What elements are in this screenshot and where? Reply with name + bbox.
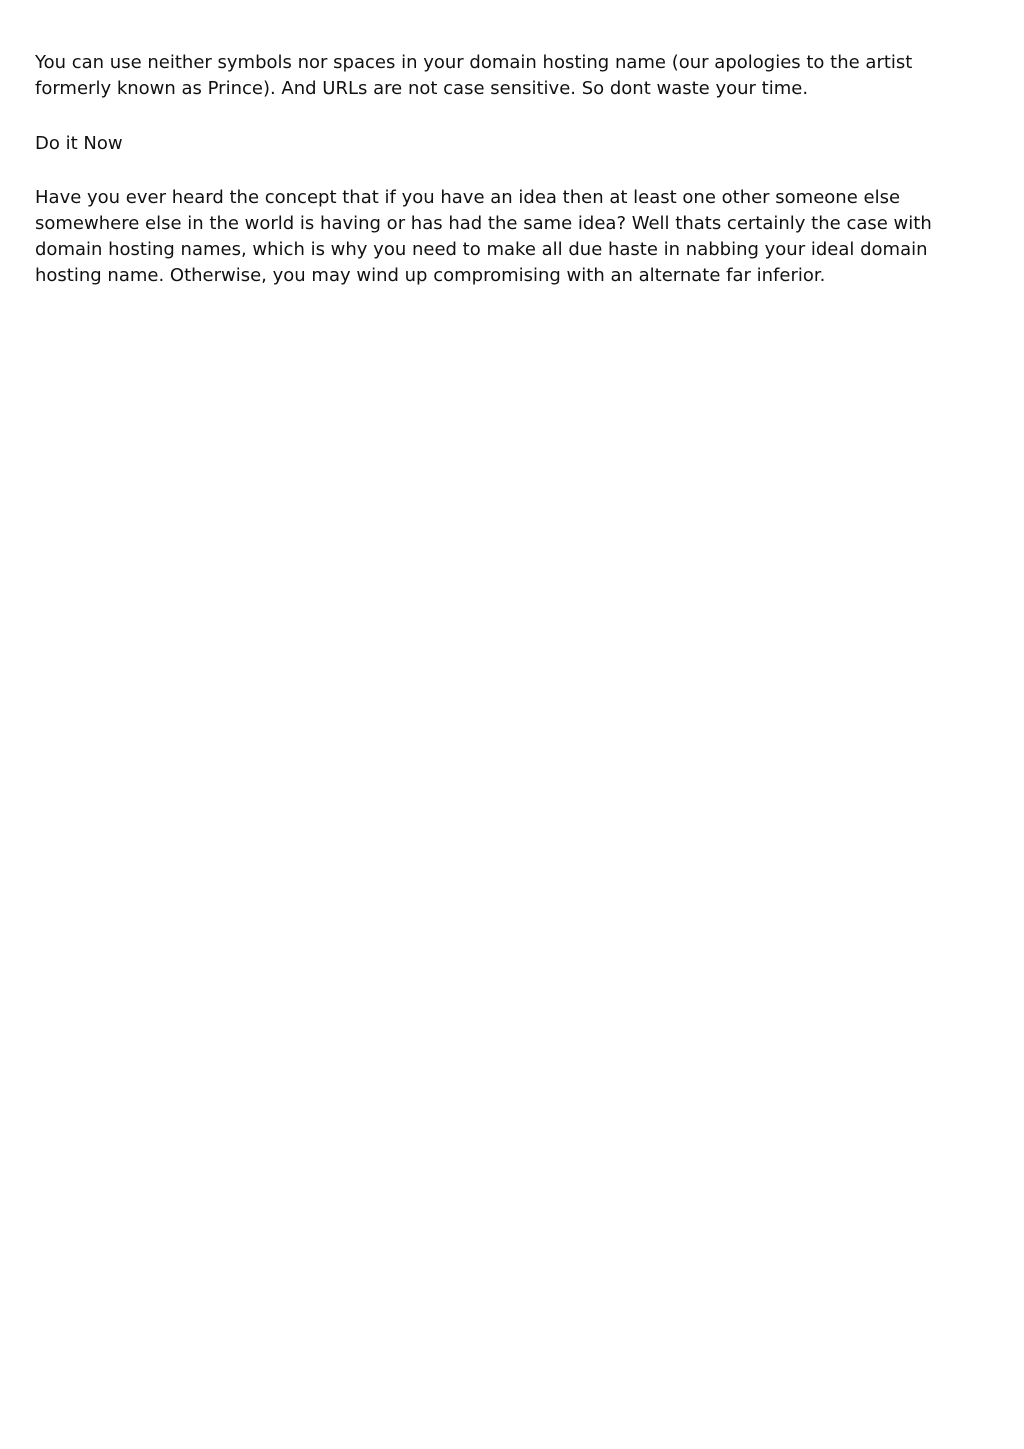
paragraph-act-quickly: Have you ever heard the concept that if you have an idea then at least one other someone else somewhere else in the world is having or has had the same idea? Well thats certainly the case with domain hosting names, which is why you need to make all due haste in nabbing your ideal domain hosting name. Otherwise, you may wind up compromising with an alternate far inferior. xyxy=(35,187,932,286)
paragraph-domain-name-rules: You can use neither symbols nor spaces in your domain hosting name (our apologies to the artist formerly known as Prince). And URLs are not case sensitive. So dont waste your time. xyxy=(35,52,913,99)
section-heading-do-it-now: Do it Now xyxy=(35,133,123,154)
document-page xyxy=(35,50,990,318)
